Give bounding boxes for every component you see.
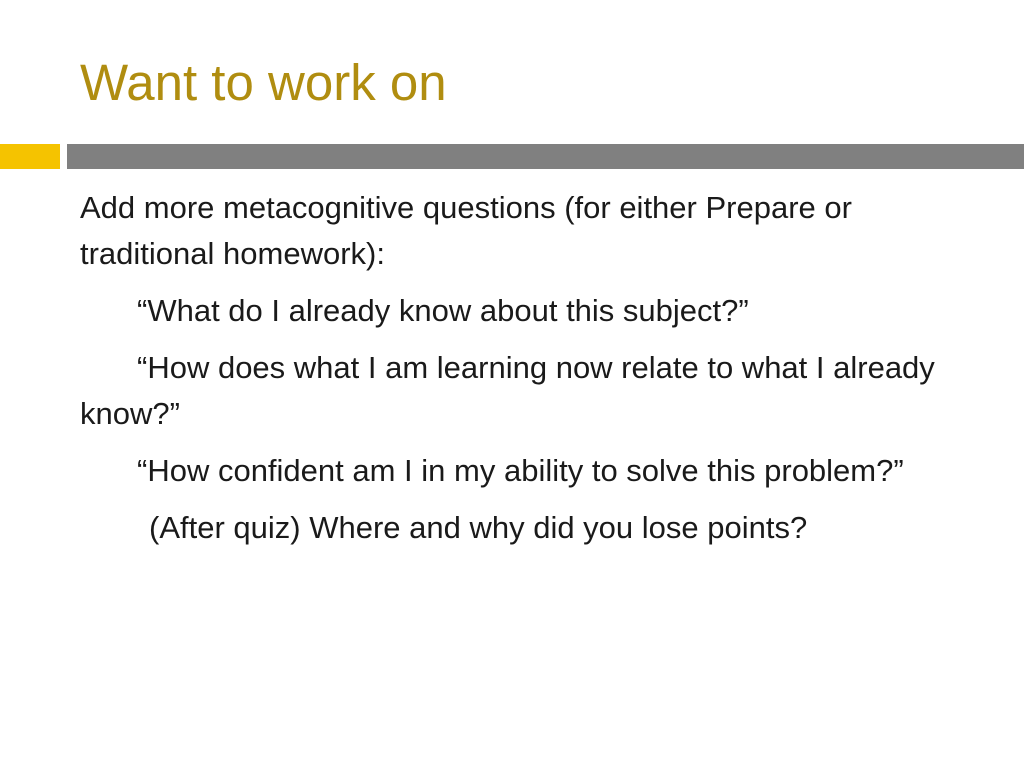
- accent-block: [0, 144, 60, 169]
- question-relate-learning: “How does what I am learning now relate to what I already know?”: [80, 350, 935, 431]
- divider-bar: [67, 144, 1024, 169]
- body-paragraph-intro: Add more metacognitive questions (for either Prepare or traditional homework):: [80, 190, 852, 271]
- question-prior-knowledge: “What do I already know about this subject?”: [137, 293, 749, 328]
- slide-body: [80, 185, 980, 562]
- question-after-quiz: (After quiz) Where and why did you lose points?: [149, 510, 808, 545]
- slide-title: Want to work on: [80, 54, 447, 111]
- question-confidence: “How confident am I in my ability to solve this problem?”: [137, 453, 904, 488]
